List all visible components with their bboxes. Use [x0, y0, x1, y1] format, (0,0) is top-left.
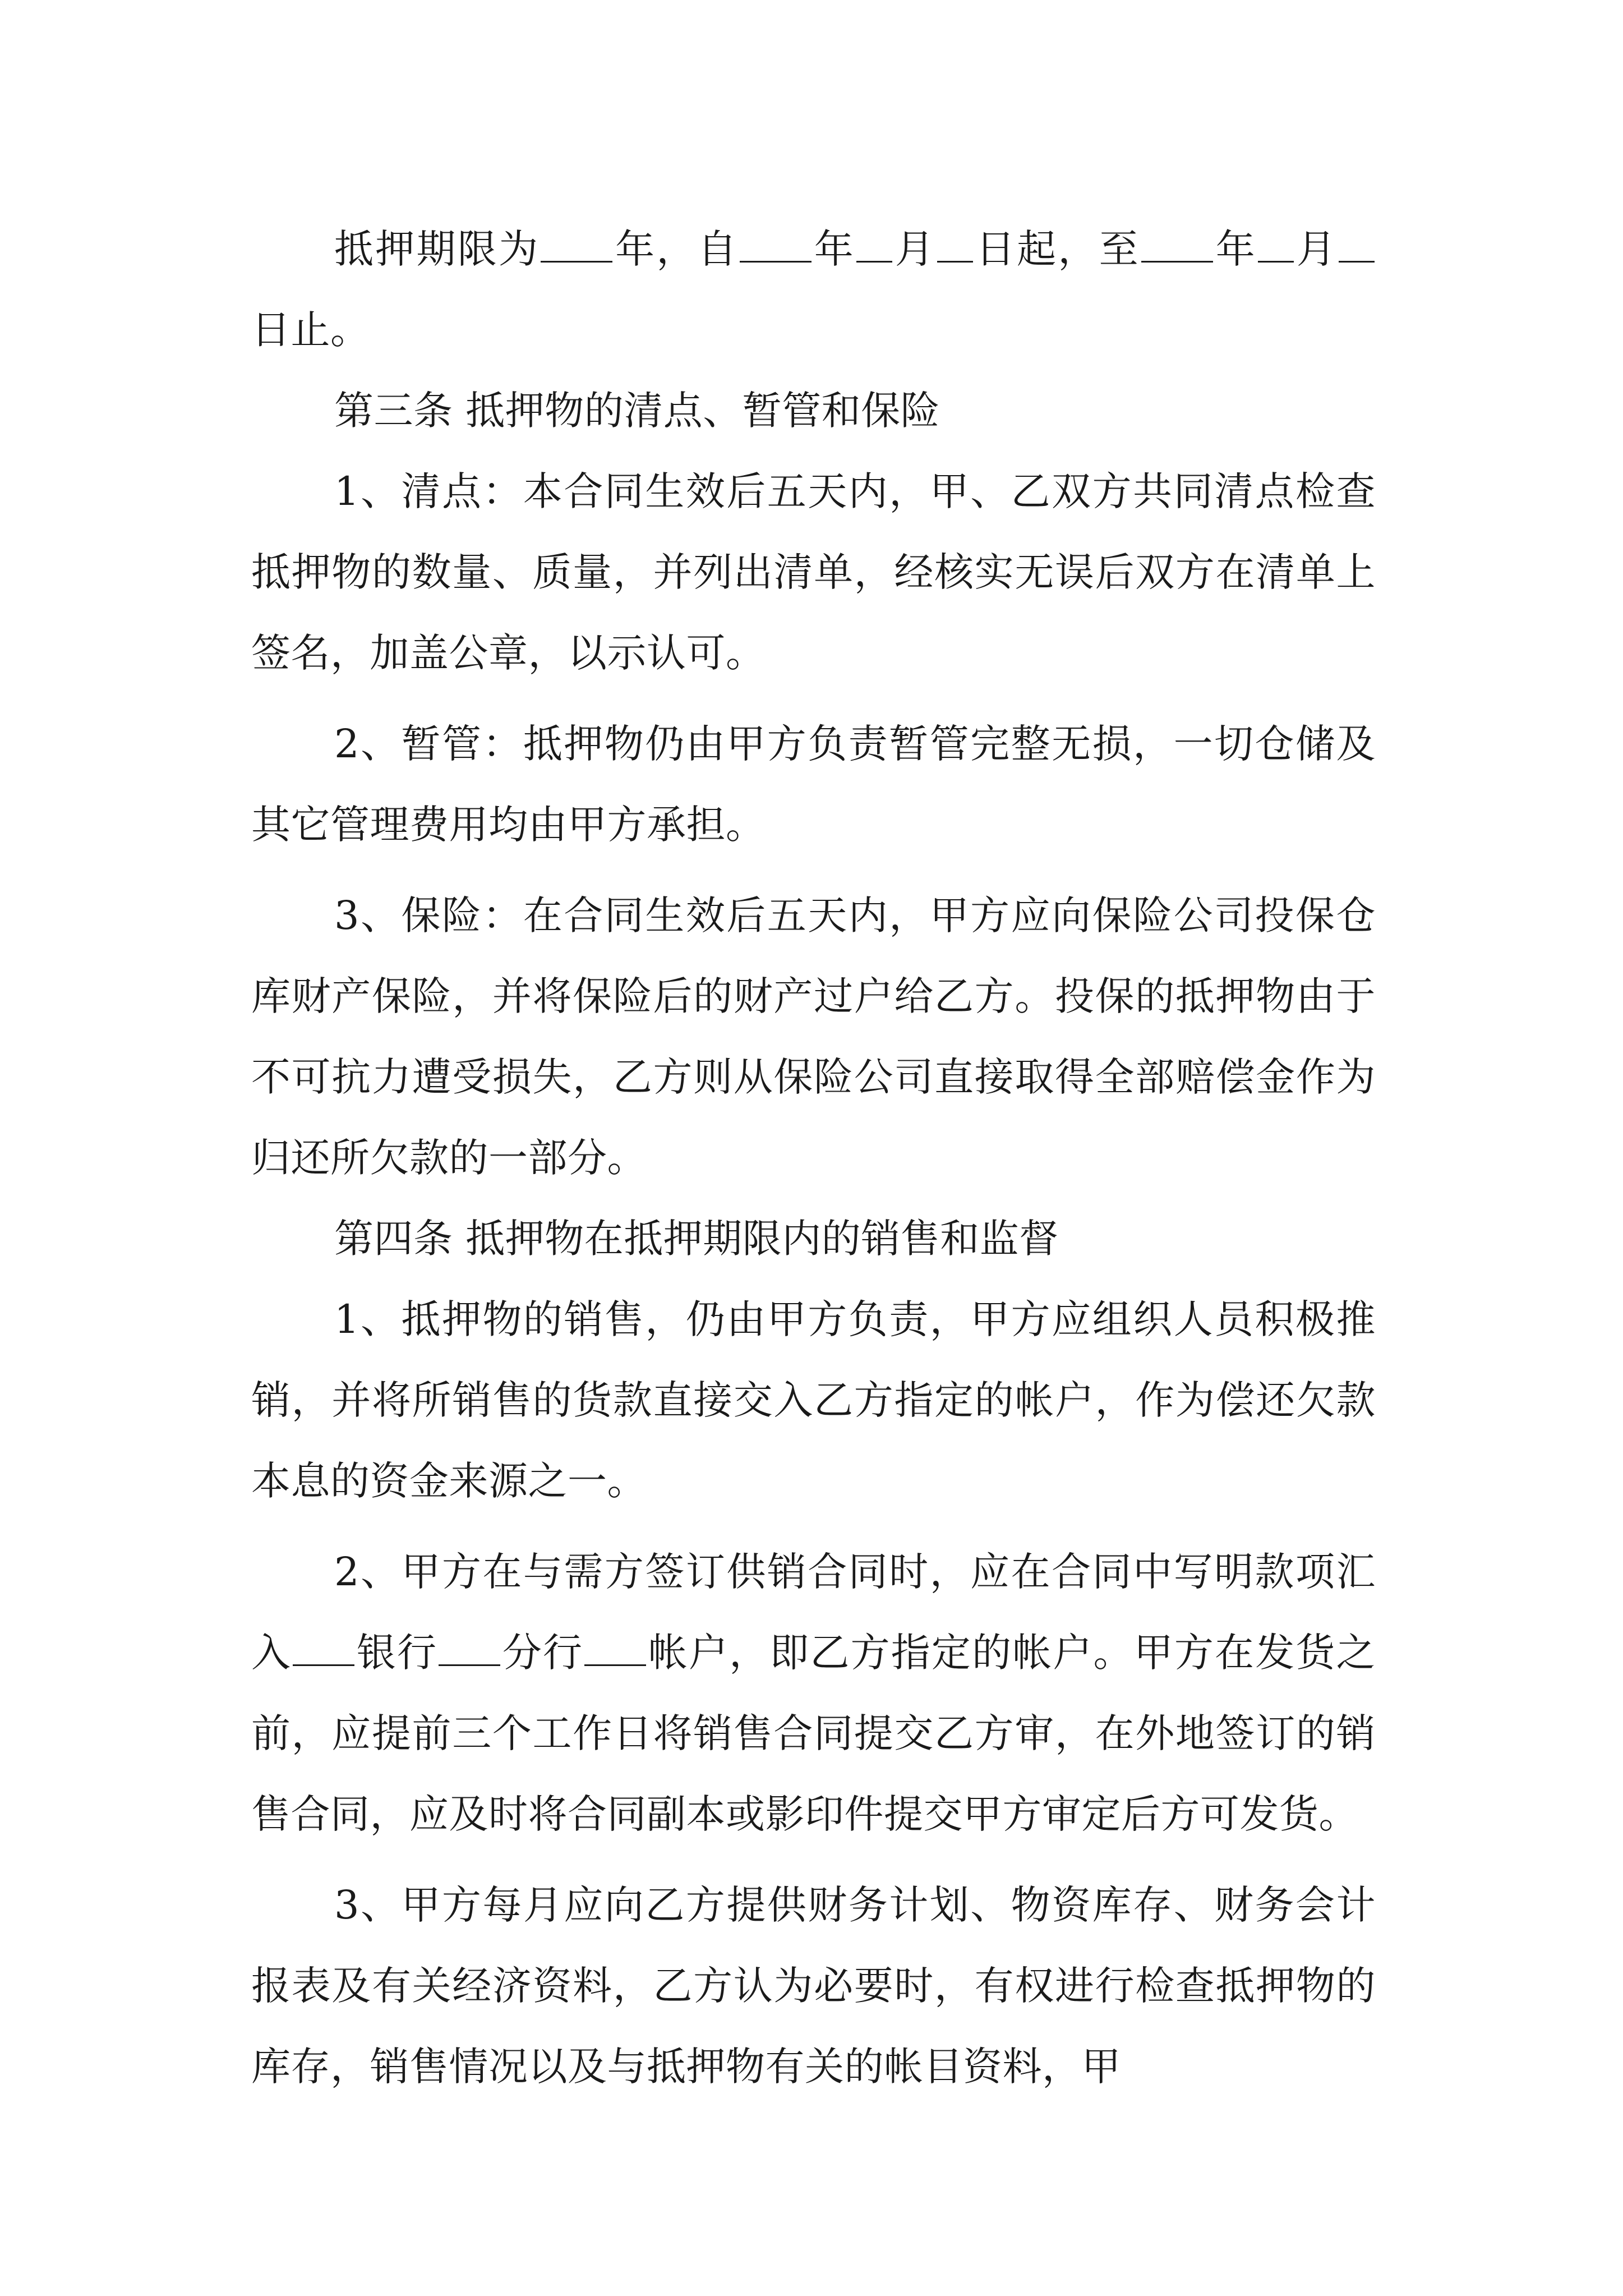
term-text: 抵押期限为	[334, 226, 540, 272]
term-text: 年	[1214, 226, 1257, 272]
article-3-item-3: 3、保险：在合同生效后五天内，甲方应向保险公司投保仓库财产保险，并将保险后的财产过户给乙方。投保的抵押物由于不可抗力遭受损失，乙方则从保险公司直接取得全部赔偿金作为归还所欠款的一部分。	[251, 892, 1376, 1181]
article-3-heading: 第三条 抵押物的清点、暂管和保险	[334, 388, 940, 434]
item-text: 银行	[356, 1630, 438, 1676]
item-text: 2、甲方在与需方签订供销合同时，应在合同中写明款项汇入	[251, 1549, 1376, 1676]
term-text: 日止。	[251, 307, 370, 353]
mortgage-term-paragraph	[251, 209, 1376, 370]
term-text: 月	[893, 226, 937, 272]
term-text: 月	[1294, 226, 1338, 272]
term-text: 日起，至	[974, 226, 1140, 272]
branch-name-blank	[439, 1632, 500, 1666]
article-4-item-2	[251, 1531, 1376, 1855]
article-3-item-2: 2、暂管：抵押物仍由甲方负责暂管完整无损，一切仓储及其它管理费用均由甲方承担。	[251, 721, 1376, 848]
document-body	[251, 209, 1376, 2107]
start-day-blank	[937, 228, 973, 263]
article-4-heading: 第四条 抵押物在抵押期限内的销售和监督	[334, 1216, 1059, 1262]
account-number-blank	[584, 1632, 646, 1666]
term-text: 年，自	[614, 226, 739, 272]
article-4-item-1: 1、抵押物的销售，仍由甲方负责，甲方应组织人员积极推销，并将所销售的货款直接交入乙方指定的帐户，作为偿还欠款本息的资金来源之一。	[251, 1296, 1376, 1504]
item-text: 分行	[501, 1630, 584, 1676]
year-count-blank	[541, 228, 612, 263]
end-month-blank	[1258, 228, 1294, 263]
end-year-blank	[1141, 228, 1213, 263]
bank-name-blank	[293, 1632, 354, 1666]
start-month-blank	[856, 228, 892, 263]
article-4-item-3: 3、甲方每月应向乙方提供财务计划、物资库存、财务会计报表及有关经济资料，乙方认为必要时，有权进行检查抵押物的库存，销售情况以及与抵押物有关的帐目资料，甲	[251, 1882, 1376, 2090]
item-text: 帐户，即乙方指定的帐户。甲方在发货之前，应提前三个工作日将销售合同提交乙方审，在外地签订的销售合同，应及时将合同副本或影印件提交甲方审定后方可发货。	[251, 1630, 1376, 1837]
article-3-item-1: 1、清点：本合同生效后五天内，甲、乙双方共同清点检查抵押物的数量、质量，并列出清单，经核实无误后双方在清单上签名，加盖公章，以示认可。	[251, 468, 1376, 676]
start-year-blank	[740, 228, 811, 263]
term-text: 年	[812, 226, 856, 272]
end-day-blank	[1339, 228, 1375, 263]
